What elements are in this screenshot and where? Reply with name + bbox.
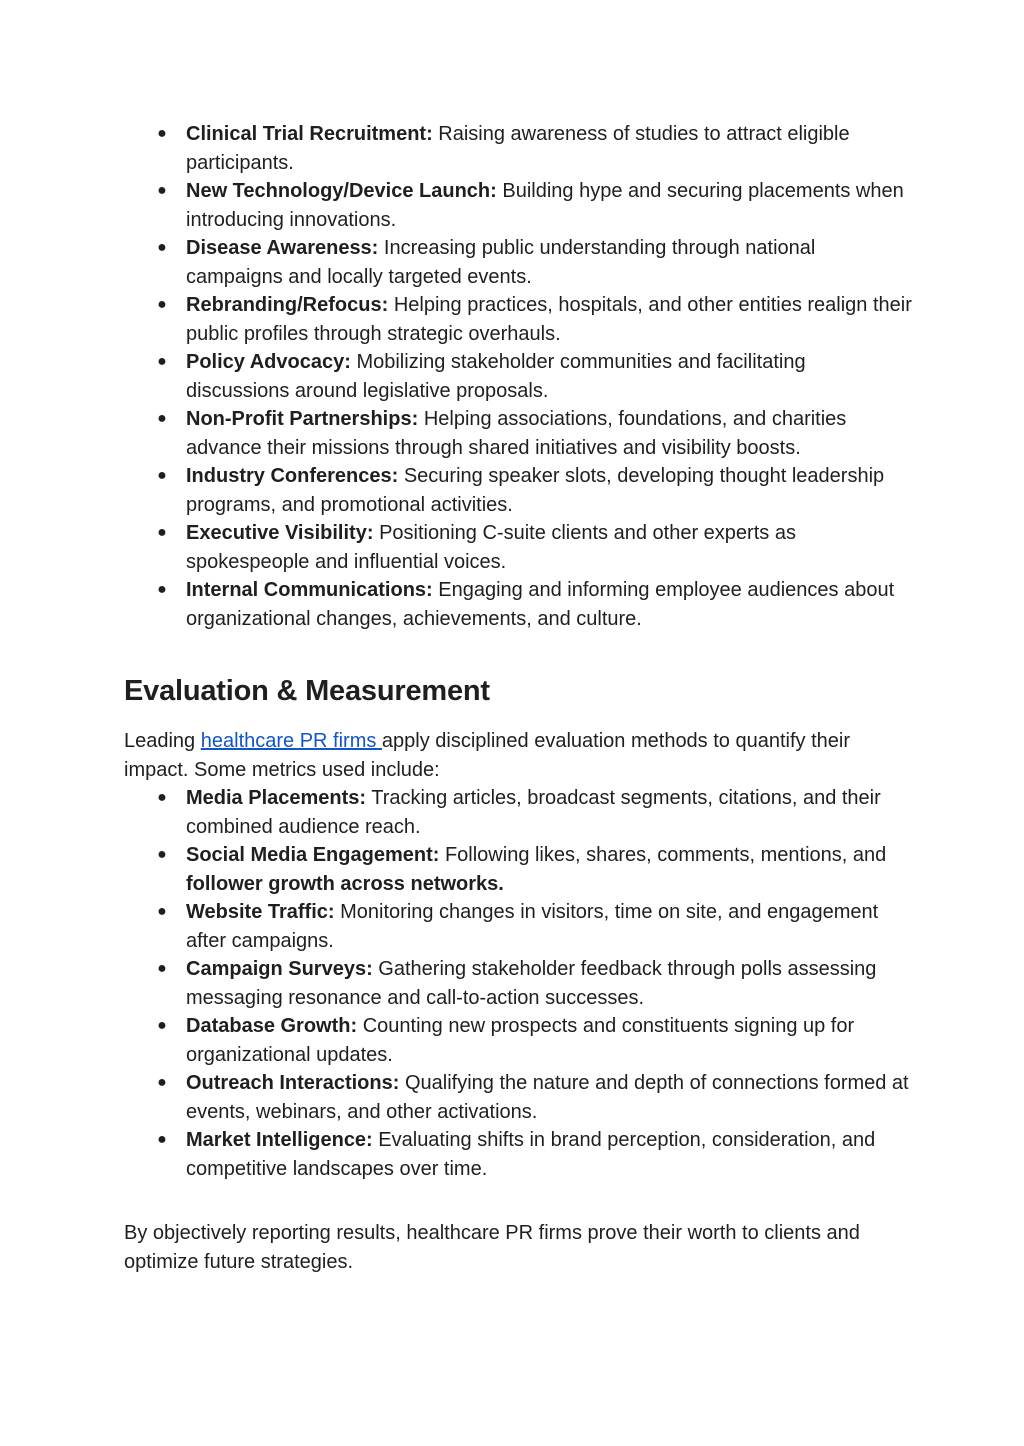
list-item-description: Following likes, shares, comments, mentions, and [444, 844, 887, 866]
list-item-term: Social Media Engagement: [186, 844, 440, 866]
section-heading: Evaluation & Measurement [124, 675, 490, 707]
list-item [124, 177, 914, 234]
list-item [124, 898, 914, 955]
list-item-term: Campaign Surveys: [186, 958, 373, 980]
list-item [124, 1012, 914, 1069]
closing-paragraph: By objectively reporting results, healthcare PR firms prove their worth to clients and optimize future strategies. [124, 1222, 860, 1273]
bullet-icon: ● [157, 846, 167, 863]
list-item-description: Helping associations, foundations, and charities advance their missions through shared initiatives and visibility boosts. [186, 408, 847, 459]
list-item-description: Helping practices, hospitals, and other entities realign their public profiles through strategic overhauls. [186, 294, 912, 345]
bullet-icon: ● [157, 903, 167, 920]
list-item [124, 784, 914, 841]
list-item [124, 348, 914, 405]
list-item-description: Qualifying the nature and depth of connections formed at events, webinars, and other activations. [186, 1072, 909, 1123]
bullet-icon: ● [157, 467, 167, 484]
intro-text-before: Leading [124, 730, 201, 752]
metrics-bullet-list [124, 784, 914, 1183]
list-item-term: Policy Advocacy: [186, 351, 351, 373]
list-item [124, 405, 914, 462]
intro-text-after: apply disciplined evaluation methods to quantify their impact. Some metrics used include: [124, 730, 850, 781]
bullet-icon: ● [157, 125, 167, 142]
bullet-icon: ● [157, 524, 167, 541]
list-item-term: Executive Visibility: [186, 522, 374, 544]
list-item-term-emphasis: follower growth across networks. [186, 872, 504, 895]
bullet-icon: ● [157, 1074, 167, 1091]
list-item-description: Monitoring changes in visitors, time on site, and engagement after campaigns. [186, 901, 879, 952]
list-item-term: Internal Communications: [186, 579, 433, 601]
list-item [124, 234, 914, 291]
list-item [124, 841, 914, 898]
list-item-description: Building hype and securing placements when introducing innovations. [186, 180, 904, 231]
list-item-description: Gathering stakeholder feedback through polls assessing messaging resonance and call-to-action successes. [186, 958, 877, 1009]
bullet-icon: ● [157, 353, 167, 370]
list-item-description: Securing speaker slots, developing thought leadership programs, and promotional activities. [186, 465, 885, 516]
list-item-term: Media Placements: [186, 787, 367, 809]
list-item-term: Disease Awareness: [186, 237, 379, 259]
list-item-description: Evaluating shifts in brand perception, consideration, and competitive landscapes over time. [186, 1129, 876, 1180]
list-item-description: Positioning C-suite clients and other experts as spokespeople and influential voices. [186, 522, 796, 573]
services-bullet-list [124, 120, 914, 633]
list-item [124, 576, 914, 633]
document-content [124, 120, 914, 1276]
list-item-description: Mobilizing stakeholder communities and facilitating discussions around legislative proposals. [186, 351, 806, 402]
bullet-icon: ● [157, 1017, 167, 1034]
bullet-icon: ● [157, 1131, 167, 1148]
list-item-term: Market Intelligence: [186, 1129, 373, 1151]
list-item-description: Raising awareness of studies to attract eligible participants. [186, 123, 850, 174]
list-item [124, 519, 914, 576]
list-item [124, 955, 914, 1012]
list-item [124, 462, 914, 519]
bullet-icon: ● [157, 410, 167, 427]
list-item-term: Website Traffic: [186, 901, 335, 923]
list-item [124, 1069, 914, 1126]
healthcare-pr-firms-link[interactable]: healthcare PR firms [200, 730, 382, 752]
list-item [124, 1126, 914, 1183]
list-item [124, 120, 914, 177]
list-item-description: Tracking articles, broadcast segments, citations, and their combined audience reach. [186, 787, 881, 838]
list-item-term: Clinical Trial Recruitment: [186, 123, 433, 145]
bullet-icon: ● [157, 239, 167, 256]
bullet-icon: ● [157, 581, 167, 598]
list-item-term: Database Growth: [186, 1015, 358, 1037]
list-item-term: Outreach Interactions: [186, 1072, 400, 1094]
intro-paragraph [124, 727, 914, 784]
bullet-icon: ● [157, 789, 167, 806]
list-item [124, 291, 914, 348]
bullet-icon: ● [157, 960, 167, 977]
bullet-icon: ● [157, 296, 167, 313]
list-item-term: New Technology/Device Launch: [186, 180, 497, 202]
list-item-description: Engaging and informing employee audiences about organizational changes, achievements, and culture. [186, 579, 895, 630]
list-item-term: Rebranding/Refocus: [186, 294, 389, 316]
bullet-icon: ● [157, 182, 167, 199]
list-item-term: Industry Conferences: [186, 465, 399, 487]
list-item-description: Increasing public understanding through national campaigns and locally targeted events. [186, 237, 816, 288]
list-item-term: Non-Profit Partnerships: [186, 408, 419, 430]
list-item-description: Counting new prospects and constituents signing up for organizational updates. [186, 1015, 855, 1066]
